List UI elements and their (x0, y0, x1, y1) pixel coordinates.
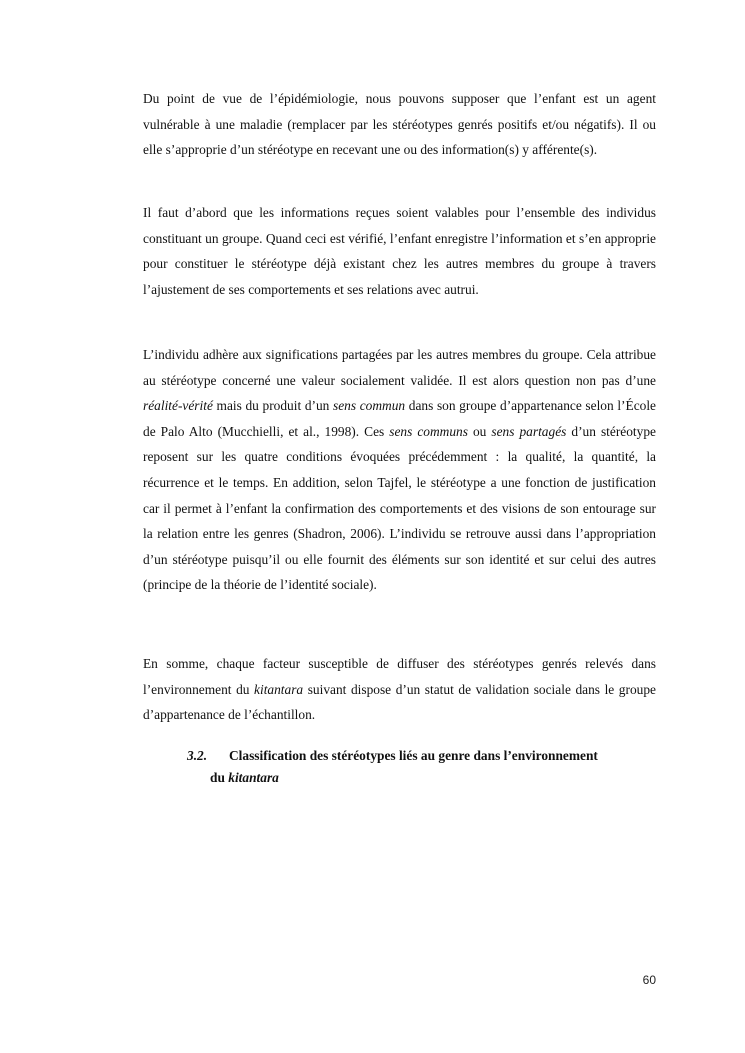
section-heading (187, 745, 657, 789)
italic-term: réalité-vérité (143, 398, 213, 414)
paragraph-3-text: d’un stéréotype reposent sur les quatre conditions évoquées précédemment : la qualité, la quantité, la récurrence et le temps. En addition, selon Tajfel, le stéréotype a une fonction de justification car il permet à l’enfant la confirmation des comportements et des visions de son entourage sur la relation entre les genres (Shadron, 2006). L’individu se retrouve aussi dans l’appropriation d’un stéréotype puisqu’il ou elle fournit des éléments sur son identité et sur celui des autres (principe de la théorie de l’identité sociale). (143, 423, 656, 593)
section-number: 3.2. (187, 748, 208, 763)
paragraph-4 (143, 651, 656, 728)
section-title-prefix: du (210, 770, 229, 785)
paragraph-3-text: dans son groupe d’appartenance selon l’École de Palo Alto (Mucchielli, et al., 1998). Ces (143, 398, 656, 439)
italic-term: kitantara (254, 681, 304, 697)
paragraph-3-text: mais du produit d’un (212, 398, 334, 414)
paragraph-4-text: En somme, chaque facteur susceptible de diffuser des stéréotypes genrés relevés dans l’environnement du (143, 656, 656, 697)
section-title-line-1: Classification des stéréotypes liés au genre dans l’environnement (229, 748, 598, 763)
italic-term: sens commun (333, 398, 406, 414)
paragraph-3-text: L’individu adhère aux significations partagées par les autres membres du groupe. Cela attribue au stéréotype concerné une valeur socialement validée. Il est alors question non pas d’une (143, 347, 656, 388)
paragraph-2-text: Il faut d’abord que les informations reçues soient valables pour l’ensemble des individus constituant un groupe. Quand ceci est vérifié, l’enfant enregistre l’information et s’en approprie pour constituer le stéréotype déjà existant chez les autres membres du groupe à travers l’ajustement de ses comportements et ses relations avec autrui. (143, 205, 656, 297)
paragraph-2 (143, 200, 656, 302)
section-title-line-2 (187, 767, 657, 789)
paragraph-1 (143, 86, 656, 163)
paragraph-3-text: ou (467, 423, 492, 439)
italic-term: sens communs (389, 423, 468, 439)
italic-term: sens partagés (491, 423, 567, 439)
paragraph-4-text: suivant dispose d’un statut de validation sociale dans le groupe d’appartenance de l’échantillon. (143, 681, 656, 723)
paragraph-1-text: Du point de vue de l’épidémiologie, nous pouvons supposer que l’enfant est un agent vulnérable à une maladie (remplacer par les stéréotypes genrés positifs et/ou négatifs). Il ou elle s’approprie d’un stéréotype en recevant une ou des information(s) y afférente(s). (143, 91, 656, 158)
paragraph-3 (143, 342, 656, 598)
page-number: 60 (642, 973, 656, 987)
section-title-italic: kitantara (228, 770, 279, 785)
